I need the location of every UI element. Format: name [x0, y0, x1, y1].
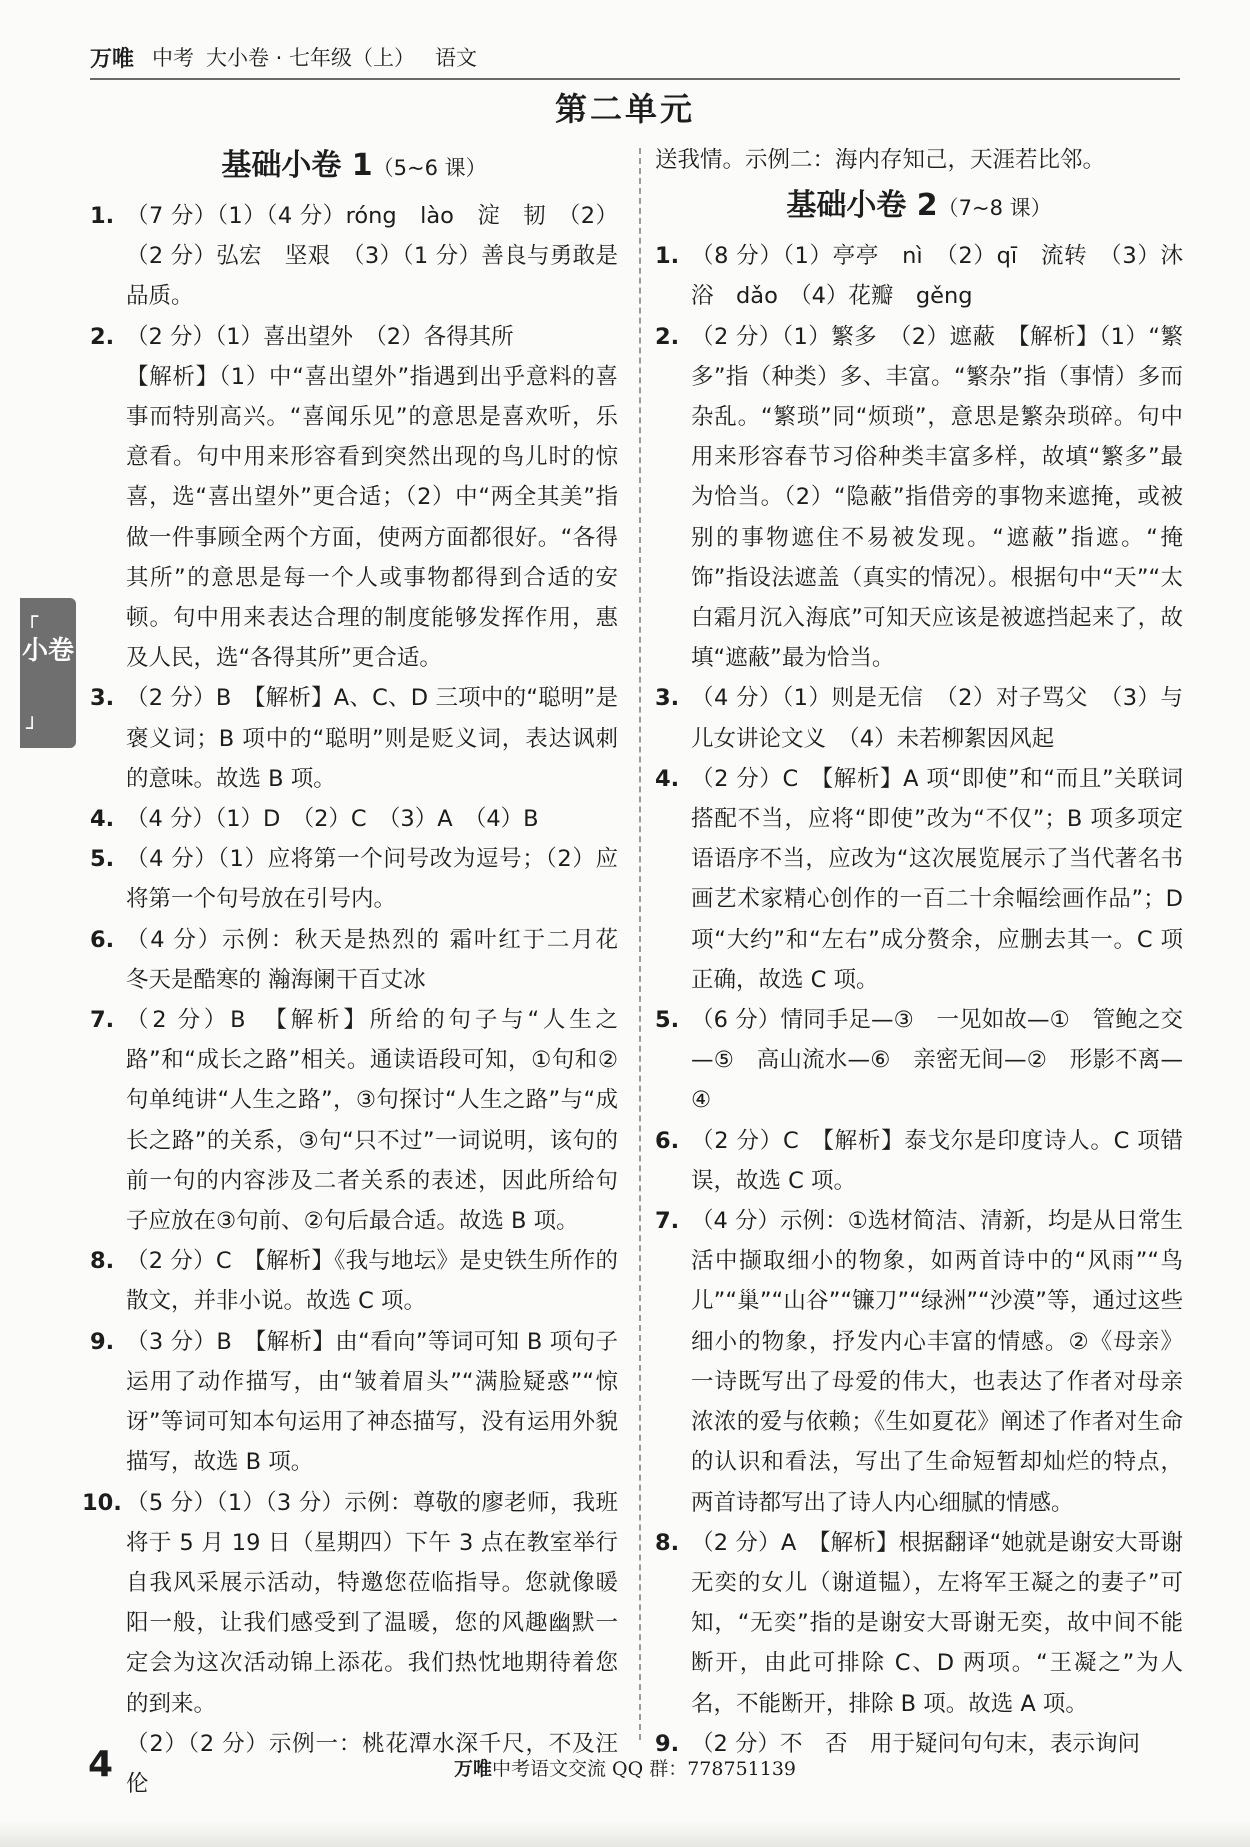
- book-title: 大小卷 · 七年级（上）: [206, 46, 416, 70]
- question-item: [655, 317, 1183, 679]
- question-answer: （8 分）（1）亭亭 nì （2）qī 流转 （3）沐浴 dǎo （4）花瓣 gěng: [691, 243, 1183, 310]
- question-number: 10.: [82, 1489, 122, 1516]
- section-title-2: [655, 180, 1183, 236]
- question-answer: （4 分）示例：秋天是热烈的 霜叶红于二月花 冬天是酷寒的 瀚海阑干百丈冰: [126, 926, 641, 993]
- question-item: [90, 920, 641, 1000]
- question-answer: （5 分）（1）（3 分）示例：尊敬的廖老师，我班将于 5 月 19 日（星期四）下午 3 点在教室举行自我风采展示活动，特邀您莅临指导。您就像暖阳一般，让我们感受到了温暖，您的风趣幽默一定会为这次活动锦上添花。我们热忱地期待着您的到来。: [126, 1489, 618, 1717]
- question-answer: （2 分）C 【解析】泰戈尔是印度诗人。C 项错误，故选 C 项。: [691, 1127, 1183, 1194]
- question-number: 4.: [655, 765, 680, 792]
- question-item: [655, 1121, 1183, 1201]
- question-answer: （2 分）B 【解析】A、C、D 三项中的“聪明”是褒义词；B 项中的“聪明”则是贬义词，表达讽刺的意味。故选 B 项。: [126, 685, 618, 792]
- question-item: [90, 317, 618, 357]
- question-answer: （4 分）示例：①选材简洁、清新，均是从日常生活中撷取细小的物象，如两首诗中的“风雨”“鸟儿”“巢”“山谷”“镰刀”“绿洲”“沙漠”等，通过这些细小的物象，抒发内心丰富的情感。②《母亲》一诗既写出了母爱的伟大，也表达了作者对母亲浓浓的爱与依赖；《生如夏花》阐述了作者对生命的认识和看法，写出了生命短暂却灿烂的特点，两首诗都写出了诗人内心细腻的情感。: [691, 1208, 1183, 1516]
- question-answer: （4 分）（1）应将第一个问号改为逗号；（2）应将第一个句号放在引号内。: [126, 846, 618, 913]
- footer-brand: 万唯: [453, 1758, 492, 1780]
- question-item: [90, 678, 618, 799]
- left-column: [82, 140, 641, 1804]
- question-number: 5.: [655, 1007, 680, 1034]
- question-answer: （3 分）B 【解析】由“看向”等词可知 B 项句子运用了动作描写，由“皱着眉头”“满脸疑惑”“惊讶”等词可知本句运用了神态描写，没有运用外貌描写，故选 B 项。: [126, 1328, 618, 1476]
- question-item: [90, 1241, 618, 1321]
- question-item: [655, 678, 1183, 758]
- question-answer: （2 分）（1）喜出望外 （2）各得其所: [126, 323, 514, 350]
- page-header: [90, 36, 1180, 80]
- question-number: 3.: [90, 685, 115, 712]
- question-answer: （6 分）情同手足—③ 一见如故—① 管鲍之交—⑤ 高山流水—⑥ 亲密无间—② 形影不离—④: [691, 1007, 1183, 1114]
- question-number: 6.: [655, 1127, 680, 1154]
- question-item: [90, 196, 618, 317]
- question-number: 5.: [90, 846, 115, 873]
- question-answer: （4 分）（1）D （2）C （3）A （4）B: [126, 806, 539, 833]
- tab-bracket-bottom: ┘: [26, 716, 39, 740]
- question-item: [90, 799, 618, 839]
- page-edge-shadow: [0, 1820, 1250, 1847]
- question-item: [655, 1201, 1183, 1523]
- question-item: [90, 1322, 618, 1483]
- footer-note: [0, 1754, 1250, 1781]
- question-answer: （7 分）（1）（4 分）róng lào 淀 韧 （2）（2 分）弘宏 坚艰 （3）（1 分）善良与勇敢是品质。: [126, 203, 618, 310]
- page-number: 4: [88, 1744, 114, 1785]
- section-range: （7~8 课）: [937, 196, 1052, 221]
- question-number: 9.: [90, 1328, 115, 1355]
- side-tab: [20, 598, 76, 748]
- question-number: 3.: [655, 685, 680, 712]
- question-number: 4.: [90, 806, 115, 833]
- question-answer: （4 分）（1）则是无信 （2）对子骂父 （3）与儿女讲论文义 （4）未若柳絮因风起: [691, 685, 1183, 752]
- question-item: [655, 1000, 1183, 1121]
- question-item: [90, 1000, 618, 1241]
- question-answer: （2 分）B 【解析】所给的句子与“人生之路”和“成长之路”相关。通读语段可知，①句和②句单纯讲“人生之路”，③句探讨“人生之路”与“成长之路”的关系，③句“只不过”一词说明，该句的前一句的内容涉及二者关系的表述，因此所给句子应放在③句前、②句后最合适。故选 B 项。: [126, 1007, 618, 1235]
- right-column: [655, 140, 1183, 1764]
- question-number: 2.: [655, 323, 680, 350]
- question-item: [82, 1483, 618, 1724]
- question-number: 8.: [655, 1529, 680, 1556]
- question-answer: （2 分）（1）繁多 （2）遮蔽 【解析】（1）“繁多”指（种类）多、丰富。“繁杂”指（事情）多而杂乱。“繁琐”同“烦琐”，意思是繁杂琐碎。句中用来形容春节习俗种类丰富多样，故填“繁多”最为恰当。（2）“隐蔽”指借旁的事物来遮掩，或被别的事物遮住不易被发现。“遮蔽”指遮。“掩饰”指设法遮盖（真实的情况）。根据句中“天”“太白霜月沉入海底”可知天应该是被遮挡起来了，故填“遮蔽”最为恰当。: [691, 323, 1183, 672]
- question-answer: （2）（2 分）示例一：桃花潭水深千尺，不及汪伦: [126, 1730, 618, 1797]
- question-item: [655, 236, 1183, 316]
- question-answer: （2 分）不 否 用于疑问句句末，表示询问: [691, 1730, 1140, 1757]
- continued-answer: 送我情。示例二：海内存知己，天涯若比邻。: [655, 147, 1106, 173]
- footer-text: 中考语文交流 QQ 群：778751139: [491, 1758, 797, 1780]
- question-list: [82, 196, 641, 1804]
- section-title-1: [90, 140, 618, 196]
- question-number: 8.: [90, 1248, 115, 1275]
- brand-suffix: 中考: [152, 46, 194, 70]
- question-item: [655, 759, 1183, 1000]
- question-answer: （2 分）A 【解析】根据翻译“她就是谢安大哥谢无奕的女儿（谢道韫），左将军王凝之的妻子”可知，“无奕”指的是谢安大哥谢无奕，故中间不能断开，由此可排除 C、D 两项。“王凝之”为人名，不能断开，排除 B 项。故选 A 项。: [691, 1529, 1183, 1717]
- side-tab-label: 小卷: [21, 636, 74, 666]
- section-title-text: 基础小卷 1: [221, 148, 373, 183]
- question-answer: （2 分）C 【解析】《我与地坛》是史铁生所作的散文，并非小说。故选 C 项。: [126, 1248, 618, 1315]
- section-range: （5~6 课）: [372, 156, 487, 180]
- question-number: 2.: [90, 323, 115, 350]
- brand-logo: 万唯: [90, 47, 135, 72]
- question-number: 9.: [655, 1730, 680, 1757]
- question-number: 1.: [90, 203, 115, 229]
- question-item: [655, 1523, 1183, 1724]
- subject-label: 语文: [435, 46, 477, 70]
- question-list: [655, 236, 1183, 1764]
- unit-title: 第二单元: [554, 90, 695, 128]
- question-item: [90, 357, 618, 679]
- question-number: 1.: [655, 243, 680, 270]
- section-title-text: 基础小卷 2: [786, 188, 938, 224]
- question-number: 7.: [90, 1007, 115, 1034]
- question-number: 6.: [90, 926, 115, 953]
- question-answer: （2 分）C 【解析】A 项“即使”和“而且”关联词搭配不当，应将“即使”改为“不仅”；B 项多项定语语序不当，应改为“这次展览展示了当代著名书画艺术家精心创作的一百二十余幅绘画作品”；D 项“大约”和“左右”成分赘余，应删去其一。C 项正确，故选 C 项。: [691, 765, 1183, 993]
- tab-bracket-top: ┌: [26, 604, 39, 628]
- question-number: 7.: [655, 1208, 680, 1235]
- question-answer: 【解析】（1）中“喜出望外”指遇到出乎意料的喜事而特别高兴。“喜闻乐见”的意思是喜欢听，乐意看。句中用来形容看到突然出现的鸟儿时的惊喜，选“喜出望外”更合适；（2）中“两全其美”指做一件事顾全两个方面，使两方面都很好。“各得其所”的意思是每一个人或事物都得到合适的安顿。句中用来表达合理的制度能够发挥作用，惠及人民，选“各得其所”更合适。: [126, 363, 618, 672]
- question-item: [90, 839, 618, 919]
